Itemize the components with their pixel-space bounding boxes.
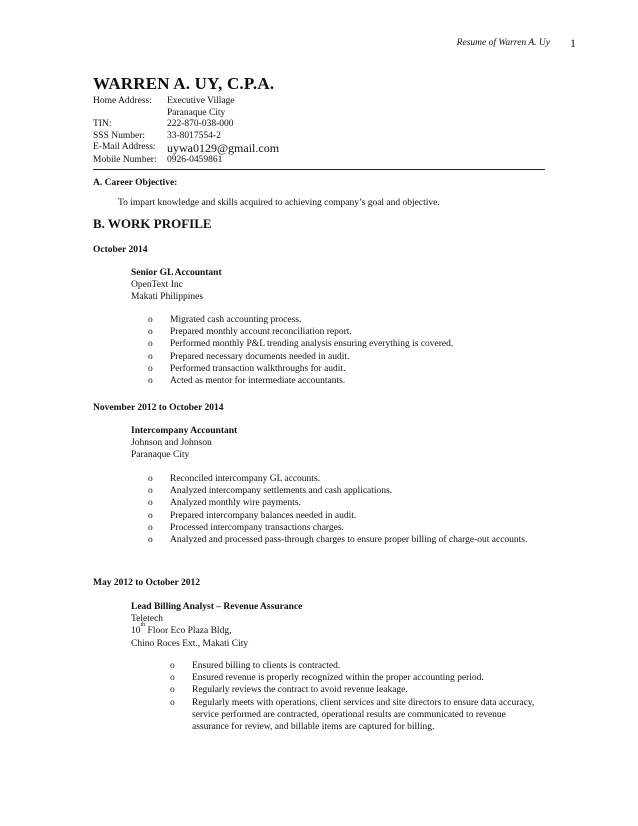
job-bullet-list <box>148 314 548 387</box>
list-item <box>148 375 548 387</box>
job-info <box>131 267 222 304</box>
bullet-marker: o <box>170 697 175 708</box>
list-item-text: Analyzed and processed pass-through charges to ensure proper billing of charge-out accounts. <box>170 535 528 546</box>
floor-number: 10 <box>131 626 141 637</box>
list-item <box>170 697 545 734</box>
job-bullet-list <box>170 660 545 733</box>
contact-label: SSS Number: <box>93 130 145 141</box>
list-item <box>148 534 538 546</box>
bullet-marker: o <box>148 498 153 509</box>
list-item <box>148 363 548 375</box>
bullet-marker: o <box>148 486 153 497</box>
list-item-text: Processed intercompany transactions charges. <box>170 522 344 533</box>
list-item-text: Prepared intercompany balances needed in audit. <box>170 510 357 521</box>
list-item <box>148 314 548 326</box>
contact-row <box>93 96 279 108</box>
bullet-marker: o <box>148 363 153 374</box>
contact-value: Executive Village <box>167 96 235 106</box>
job-title: Intercompany Accountant <box>131 426 238 436</box>
job-title: Lead Billing Analyst – Revenue Assurance <box>131 602 303 612</box>
contact-row <box>93 142 279 155</box>
job-title: Senior GL Accountant <box>131 268 222 278</box>
contact-label: Mobile Number: <box>93 155 157 166</box>
resume-name: WARREN A. UY, C.P.A. <box>93 74 275 93</box>
list-item <box>148 522 538 534</box>
job-date: November 2012 to October 2014 <box>93 403 224 413</box>
contact-label: E-Mail Address: <box>93 142 156 153</box>
list-item <box>148 473 538 485</box>
job-address <box>131 622 302 637</box>
list-item-text: Ensured revenue is properly recognized within the proper accounting period. <box>192 673 484 684</box>
job-info <box>131 601 302 650</box>
job-location: Chino Roces Ext., Makati City <box>131 638 249 649</box>
list-item-text: Acted as mentor for intermediate accountants. <box>170 376 346 387</box>
bullet-marker: o <box>148 327 153 338</box>
contact-value: 33-8017554-2 <box>167 130 221 141</box>
contact-row <box>93 119 279 131</box>
list-item <box>170 660 545 672</box>
bullet-marker: o <box>148 535 153 546</box>
list-item <box>148 497 538 509</box>
contact-value: 222-870-038-000 <box>167 119 234 130</box>
list-item-text: Performed monthly P&L trending analysis ensuring everything is covered. <box>170 339 454 350</box>
list-item-text: Reconciled intercompany GL accounts. <box>170 474 321 484</box>
floor-ordinal: th <box>140 622 146 629</box>
bullet-marker: o <box>148 351 153 362</box>
contact-label: Home Address: <box>93 96 152 106</box>
list-item-text: Regularly meets with operations, client services and site directors to ensure data accuracy, service performed are contracted, operational results are communicated to revenue assurance for review, and billable items are captured for billing. <box>192 697 535 733</box>
list-item-text: Regularly reviews the contract to avoid revenue leakage. <box>192 685 408 696</box>
list-item <box>148 326 548 338</box>
bullet-marker: o <box>170 685 175 696</box>
list-item-text: Prepared necessary documents needed in audit. <box>170 351 350 362</box>
floor-building: Floor Eco Plaza Bldg, <box>145 626 232 637</box>
job-location: Paranaque City <box>131 450 190 461</box>
running-header: Resume of Warren A. Uy <box>456 38 550 48</box>
list-item-text: Performed transaction walkthroughs for audit. <box>170 363 346 374</box>
job-date: May 2012 to October 2012 <box>93 578 200 588</box>
contact-label: TIN: <box>93 119 112 130</box>
list-item-text: Analyzed intercompany settlements and cash applications. <box>170 486 393 497</box>
contact-label <box>93 108 167 120</box>
list-item <box>170 684 545 696</box>
job-location: Makati Philippines <box>131 292 204 303</box>
header-divider <box>93 169 545 170</box>
job-company: Teletech <box>131 614 164 625</box>
list-item <box>148 338 548 350</box>
list-item-text: Ensured billing to clients is contracted. <box>192 661 341 671</box>
list-item <box>148 510 538 522</box>
bullet-marker: o <box>148 339 153 350</box>
bullet-marker: o <box>148 522 153 533</box>
job-bullet-list <box>148 473 538 546</box>
bullet-marker: o <box>148 474 153 484</box>
contact-row <box>93 108 279 120</box>
work-profile-heading: B. WORK PROFILE <box>93 216 212 231</box>
bullet-marker: o <box>148 315 153 325</box>
list-item <box>148 485 538 497</box>
list-item-text: Migrated cash accounting process. <box>170 315 302 325</box>
bullet-marker: o <box>170 661 175 671</box>
career-heading: A. Career Objective: <box>93 178 178 188</box>
job-company: OpenText Inc <box>131 280 183 291</box>
list-item-text: Analyzed monthly wire payments. <box>170 498 301 509</box>
career-objective-text: To impart knowledge and skills acquired to achieving company’s goal and objective. <box>118 198 440 208</box>
list-item-text: Prepared monthly account reconciliation report. <box>170 327 352 338</box>
job-company: Johnson and Johnson <box>131 438 212 449</box>
bullet-marker: o <box>148 510 153 521</box>
list-item <box>170 672 545 684</box>
contact-row <box>93 155 279 167</box>
contact-block <box>93 96 279 167</box>
bullet-marker: o <box>148 376 153 387</box>
email-link[interactable]: uywa0129@gmail.com <box>167 141 280 156</box>
contact-value: 0926-0459861 <box>167 155 223 166</box>
job-info <box>131 425 237 462</box>
job-date: October 2014 <box>93 245 148 255</box>
bullet-marker: o <box>170 673 175 684</box>
page-number: 1 <box>570 36 576 50</box>
contact-value: Paranaque City <box>167 107 226 118</box>
list-item <box>148 351 548 363</box>
